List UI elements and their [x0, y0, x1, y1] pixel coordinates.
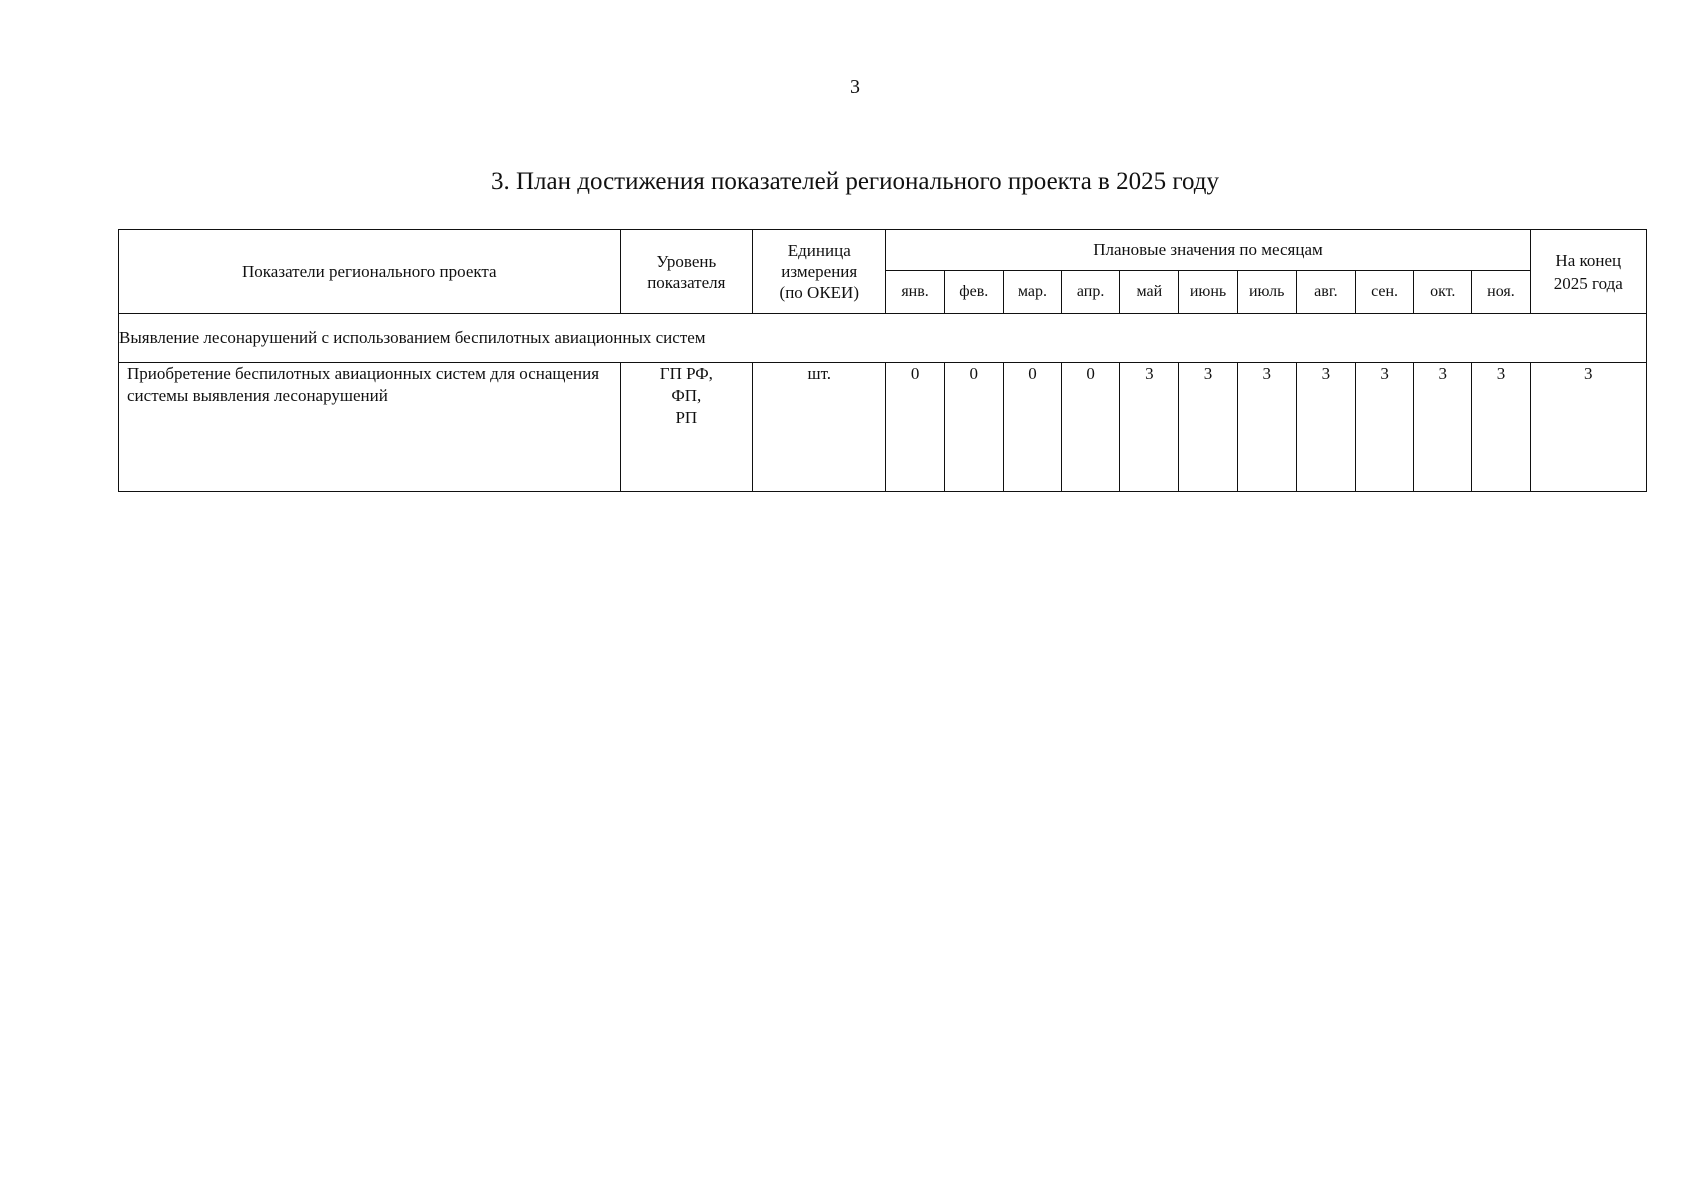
table-row	[119, 363, 1647, 492]
indicator-unit: шт.	[753, 363, 886, 492]
header-plan-by-month: Плановые значения по месяцам	[886, 230, 1530, 271]
value-jun: 3	[1179, 363, 1237, 492]
indicator-name: Приобретение беспилотных авиационных систем для оснащения системы выявления лесонарушений	[119, 363, 621, 492]
header-month-jun: июнь	[1179, 271, 1237, 314]
value-jul: 3	[1237, 363, 1296, 492]
header-month-oct: окт.	[1414, 271, 1472, 314]
page-number: 3	[850, 76, 860, 98]
value-jan: 0	[886, 363, 944, 492]
section-title: Выявление лесонарушений с использованием беспилотных авиационных систем	[119, 314, 1647, 363]
value-apr: 0	[1062, 363, 1120, 492]
header-indicator: Показатели регионального проекта	[119, 230, 621, 314]
value-may: 3	[1120, 363, 1179, 492]
header-month-jan: янв.	[886, 271, 944, 314]
header-month-feb: фев.	[944, 271, 1003, 314]
header-end-of-year: На конец 2025 года	[1530, 230, 1646, 314]
header-month-sep: сен.	[1355, 271, 1413, 314]
header-month-jul: июль	[1237, 271, 1296, 314]
header-month-aug: авг.	[1296, 271, 1355, 314]
section-row	[119, 314, 1647, 363]
value-mar: 0	[1003, 363, 1061, 492]
indicators-plan-table	[118, 229, 1647, 492]
header-month-mar: мар.	[1003, 271, 1061, 314]
indicator-level: ГП РФ, ФП, РП	[620, 363, 752, 492]
value-oct: 3	[1414, 363, 1472, 492]
header-row-top	[119, 230, 1647, 271]
value-sep: 3	[1355, 363, 1413, 492]
header-level: Уровень показателя	[620, 230, 752, 314]
value-nov: 3	[1472, 363, 1530, 492]
value-feb: 0	[944, 363, 1003, 492]
document-title: 3. План достижения показателей регионального проекта в 2025 году	[490, 168, 1219, 195]
header-unit: Единица измерения (по ОКЕИ)	[753, 230, 886, 314]
header-month-apr: апр.	[1062, 271, 1120, 314]
value-end-of-year: 3	[1530, 363, 1646, 492]
value-aug: 3	[1296, 363, 1355, 492]
header-month-nov: ноя.	[1472, 271, 1530, 314]
header-month-may: май	[1120, 271, 1179, 314]
